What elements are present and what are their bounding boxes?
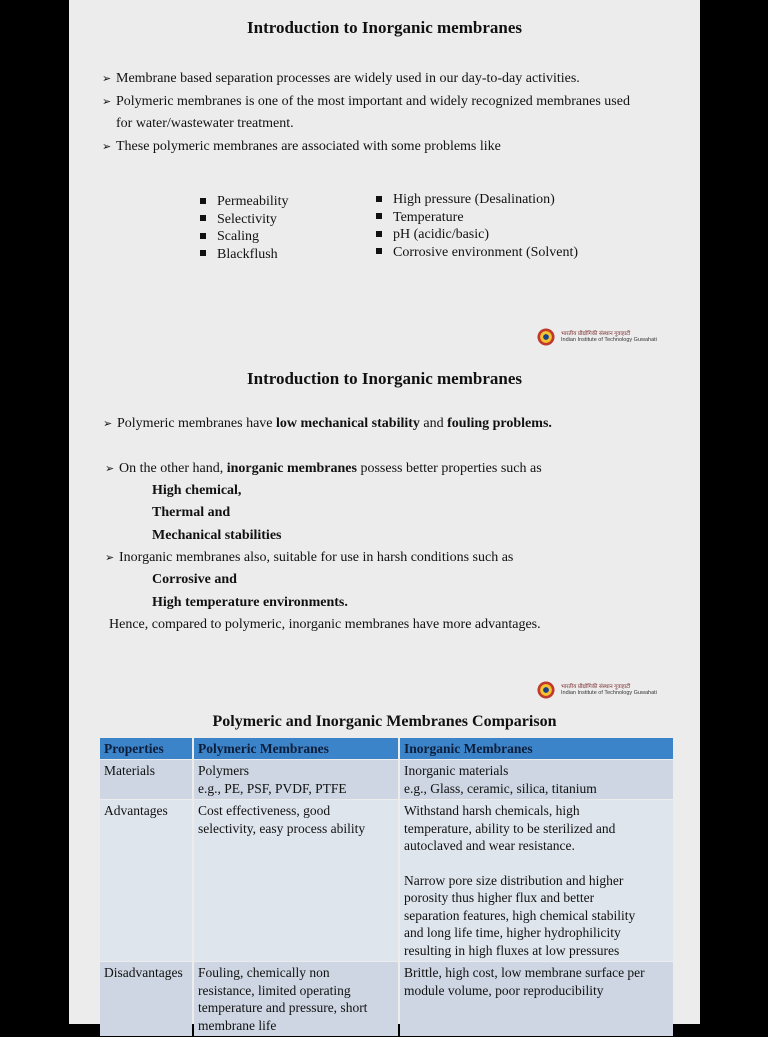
list-item: Scaling (200, 228, 289, 246)
square-bullet-icon (376, 248, 382, 254)
property-thermal: Thermal and (152, 505, 231, 520)
square-bullet-icon (200, 215, 206, 221)
slide2-bullet-2: ➢ On the other hand, inorganic membranes possess better properties such as (105, 458, 542, 480)
table-row (100, 800, 673, 961)
arrow-bullet-icon: ➢ (103, 417, 113, 430)
slide2-bullet-3: ➢ Inorganic membranes also, suitable for use in harsh conditions such as (105, 547, 513, 569)
property-high-chemical: High chemical, (152, 483, 242, 498)
square-bullet-icon (376, 231, 382, 237)
iitg-logo (537, 328, 657, 346)
institute-name: भारतीय प्रौद्योगिकी संस्थान गुवाहाटी Indian Institute of Technology Guwahati (561, 683, 657, 696)
problems-list-right (376, 191, 578, 261)
list-item: High pressure (Desalination) (376, 191, 578, 209)
list-item: Blackflush (200, 246, 289, 264)
iitg-logo (537, 681, 657, 699)
square-bullet-icon (376, 213, 382, 219)
column-header-inorganic: Inorganic Membranes (400, 738, 673, 759)
arrow-bullet-icon: ➢ (102, 72, 112, 85)
column-header-properties: Properties (100, 738, 192, 759)
condition-corrosive: Corrosive and (152, 572, 237, 587)
slide1-bullet-3: ➢ These polymeric membranes are associated with some problems like (102, 136, 501, 158)
table-cell-inorganic: Inorganic materials e.g., Glass, ceramic, silica, titanium (400, 760, 673, 799)
table-row (100, 760, 673, 799)
property-mechanical: Mechanical stabilities (152, 528, 282, 543)
square-bullet-icon (376, 196, 382, 202)
square-bullet-icon (200, 233, 206, 239)
problems-list-left (200, 193, 289, 263)
slide2-title: Introduction to Inorganic membranes (247, 369, 522, 388)
iitg-seal-icon (537, 681, 555, 699)
arrow-bullet-icon: ➢ (105, 462, 115, 475)
table-cell-polymeric: Cost effectiveness, good selectivity, easy process ability (194, 800, 398, 961)
table-cell-property: Materials (100, 760, 192, 799)
slide3-title: Polymeric and Inorganic Membranes Comparison (212, 713, 557, 730)
table-cell-property: Disadvantages (100, 962, 192, 1036)
slide-page (69, 0, 700, 1033)
table-cell-inorganic: Withstand harsh chemicals, high temperature, ability to be sterilized and autoclaved and wear resistance. Narrow pore size distribution and higher porosity thus higher flux and better separation features, high chemical stability and long life time, higher hydrophilicity resulting in high fluxes at low pressures (400, 800, 673, 961)
list-item: Selectivity (200, 211, 289, 229)
table-cell-polymeric: Fouling, chemically non resistance, limited operating temperature and pressure, short membrane life (194, 962, 398, 1036)
slide1-title: Introduction to Inorganic membranes (247, 18, 522, 37)
column-header-polymeric: Polymeric Membranes (194, 738, 398, 759)
slide1-bullet-2: ➢ Polymeric membranes is one of the most important and widely recognized membranes used (102, 91, 630, 113)
list-item: Temperature (376, 209, 578, 227)
arrow-bullet-icon: ➢ (102, 95, 112, 108)
iitg-seal-icon (537, 328, 555, 346)
institute-name: भारतीय प्रौद्योगिकी संस्थान गुवाहाटी Indian Institute of Technology Guwahati (561, 330, 657, 343)
table-header-row (100, 738, 673, 759)
slide1-bullet-2-continued: for water/wastewater treatment. (116, 116, 294, 131)
list-item: Permeability (200, 193, 289, 211)
square-bullet-icon (200, 198, 206, 204)
table-cell-polymeric: Polymers e.g., PE, PSF, PVDF, PTFE (194, 760, 398, 799)
condition-high-temperature: High temperature environments. (152, 595, 348, 610)
slide2-conclusion: Hence, compared to polymeric, inorganic membranes have more advantages. (109, 617, 541, 632)
table-cell-inorganic: Brittle, high cost, low membrane surface per module volume, poor reproducibility (400, 962, 673, 1036)
square-bullet-icon (200, 250, 206, 256)
arrow-bullet-icon: ➢ (105, 551, 115, 564)
list-item: pH (acidic/basic) (376, 226, 578, 244)
table-row (100, 962, 673, 1036)
arrow-bullet-icon: ➢ (102, 140, 112, 153)
slide1-bullet-1: ➢ Membrane based separation processes are widely used in our day-to-day activities. (102, 68, 580, 90)
slide2-bullet-1: ➢ Polymeric membranes have low mechanical stability and fouling problems. (103, 413, 552, 435)
comparison-table (98, 737, 675, 1037)
list-item: Corrosive environment (Solvent) (376, 244, 578, 262)
table-cell-property: Advantages (100, 800, 192, 961)
